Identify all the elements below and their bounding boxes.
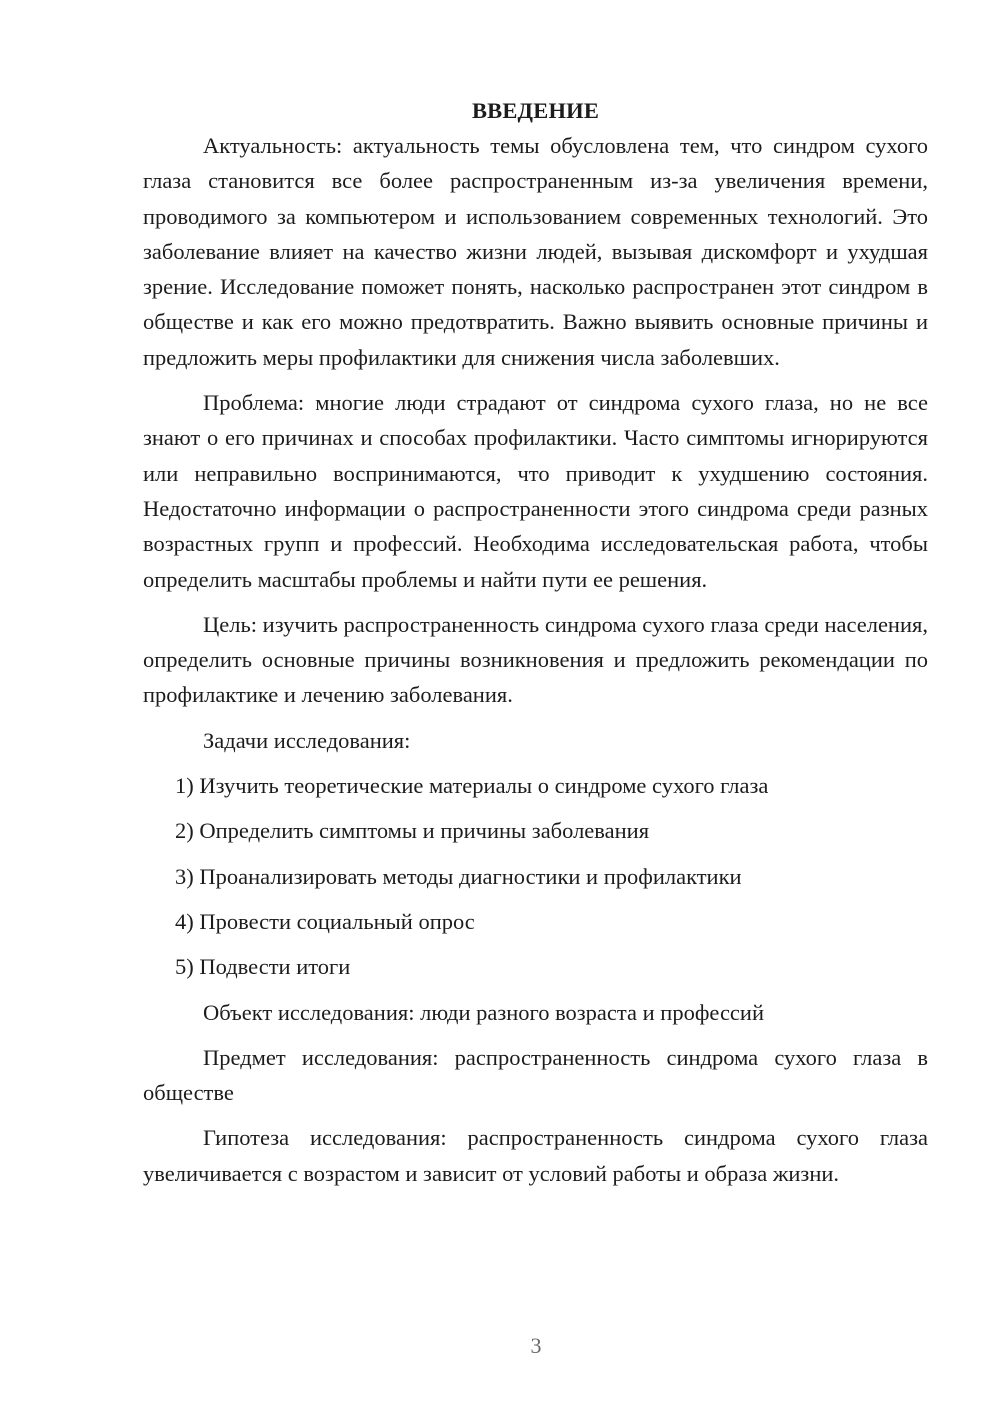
subject-paragraph: Предмет исследования: распространенность синдрома сухого глаза в обществе [143, 1044, 928, 1106]
task-item: 3) Проанализировать методы диагностики и профилактики [175, 863, 742, 889]
task-item: 2) Определить симптомы и причины заболевания [175, 818, 650, 844]
tasks-list [143, 768, 928, 984]
section-title: ВВЕДЕНИЕ [471, 98, 600, 123]
object-line: Объект исследования: люди разного возраста и профессий [203, 999, 765, 1025]
page-content [143, 96, 928, 1191]
hypothesis-paragraph: Гипотеза исследования: распространенность синдрома сухого глаза увеличивается с возрастом и зависит от условий работы и образа жизни. [143, 1125, 928, 1186]
tasks-heading: Задачи исследования: [203, 727, 411, 753]
page-number: 3 [530, 1333, 542, 1358]
relevance-paragraph: Актуальность: актуальность темы обусловлена тем, что синдром сухого глаза становится все более распространенным из-за увеличения времени, проводимого за компьютером и использованием современных технологий. Это заболевание влияет на качество жизни людей, вызывая дискомфорт и ухудшая зрение. Исследование поможет понять, насколько распространен этот синдром в обществе и как его можно предотвратить. Важно выявить основные причины и предложить меры профилактики для снижения числа заболевших. [143, 133, 928, 370]
task-item: 5) Подвести итоги [175, 954, 351, 980]
problem-paragraph: Проблема: многие люди страдают от синдрома сухого глаза, но не все знают о его причинах и способах профилактики. Часто симптомы игнорируются или неправильно воспринимаются, что приводит к ухудшению состояния. Недостаточно информации о распространенности этого синдрома среди разных возрастных групп и профессий. Необходима исследовательская работа, чтобы определить масштабы проблемы и найти пути ее решения. [143, 390, 928, 592]
task-item: 4) Провести социальный опрос [175, 908, 475, 934]
goal-paragraph: Цель: изучить распространенность синдрома сухого глаза среди населения, определить основные причины возникновения и предложить рекомендации по профилактике и лечению заболевания. [143, 611, 928, 708]
task-item: 1) Изучить теоретические материалы о синдроме сухого глаза [175, 773, 769, 799]
